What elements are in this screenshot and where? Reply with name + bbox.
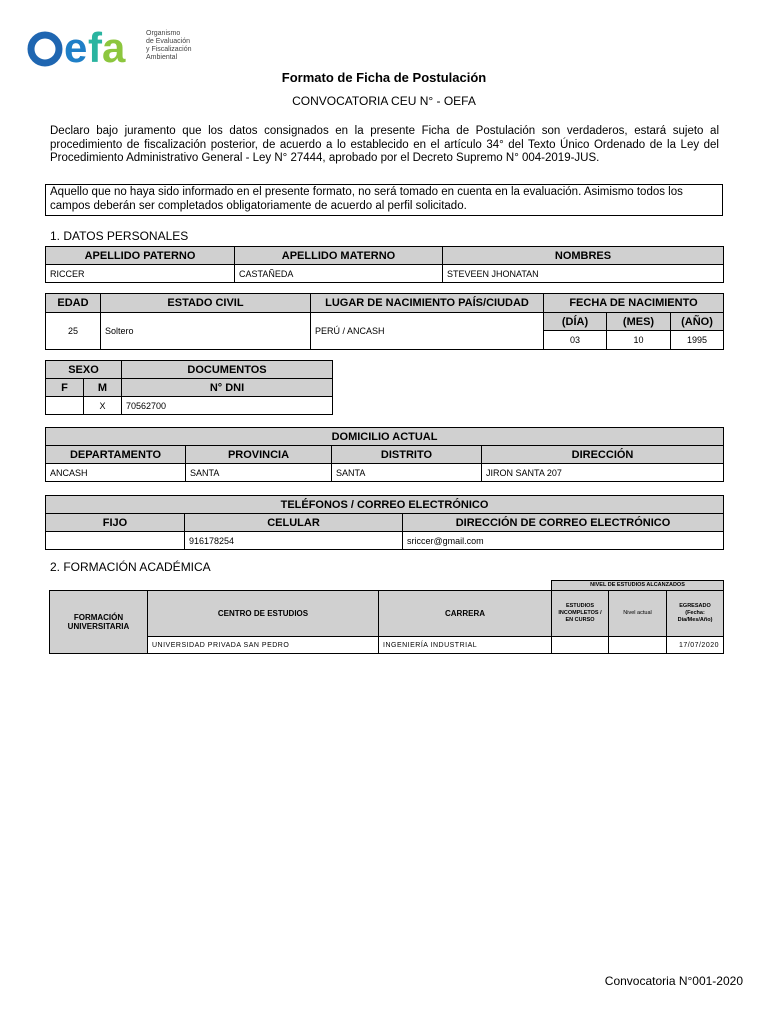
svg-text:a: a: [102, 28, 126, 68]
value-nombres: STEVEEN JHONATAN: [443, 265, 724, 283]
header-nivel-estudios: NIVEL DE ESTUDIOS ALCANZADOS: [552, 581, 724, 591]
value-egresado: 17/07/2020: [667, 637, 724, 654]
header-nivel-actual: Nivel actual: [609, 591, 667, 637]
value-dni: 70562700: [122, 397, 333, 415]
header-estado-civil: ESTADO CIVIL: [101, 294, 311, 313]
value-sexo-m: X: [84, 397, 122, 415]
value-nivel-actual: [609, 637, 667, 654]
header-edad: EDAD: [46, 294, 101, 313]
header-sexo-m: M: [84, 379, 122, 397]
value-provincia: SANTA: [186, 464, 332, 482]
oefa-logo: [26, 28, 196, 70]
value-edad: 25: [46, 313, 101, 350]
header-sexo: SEXO: [46, 361, 122, 379]
header-centro: CENTRO DE ESTUDIOS: [148, 591, 379, 637]
header-carrera: CARRERA: [379, 591, 552, 637]
header-mes: (MES): [607, 313, 671, 331]
value-apellido-paterno: RICCER: [46, 265, 235, 283]
header-egresado: EGRESADO (Fecha: Día/Mes/Año): [667, 591, 724, 637]
personal-table: [45, 293, 724, 350]
svg-text:e: e: [64, 28, 87, 68]
sexo-documentos-table: [45, 360, 333, 415]
header-fijo: FIJO: [46, 514, 185, 532]
header-provincia: PROVINCIA: [186, 446, 332, 464]
names-table: [45, 246, 724, 283]
header-fecha-nacimiento: FECHA DE NACIMIENTO: [544, 294, 724, 313]
section-academica-title: 2. FORMACIÓN ACADÉMICA: [50, 560, 211, 574]
footer-convocatoria: Convocatoria N°001-2020: [604, 974, 743, 988]
academica-spacer: [50, 581, 552, 591]
header-apellido-paterno: APELLIDO PATERNO: [46, 247, 235, 265]
header-email: DIRECCIÓN DE CORREO ELECTRÓNICO: [403, 514, 724, 532]
value-dia: 03: [544, 331, 607, 350]
header-incompletos: ESTUDIOS INCOMPLETOS / EN CURSO: [552, 591, 609, 637]
header-anio: (AÑO): [671, 313, 724, 331]
svg-text:f: f: [88, 28, 101, 68]
value-departamento: ANCASH: [46, 464, 186, 482]
header-formacion: FORMACIÓN UNIVERSITARIA: [50, 591, 148, 654]
value-celular: 916178254: [185, 532, 403, 550]
header-dni: N° DNI: [122, 379, 333, 397]
header-direccion: DIRECCIÓN: [482, 446, 724, 464]
header-departamento: DEPARTAMENTO: [46, 446, 186, 464]
header-dia: (DÍA): [544, 313, 607, 331]
header-apellido-materno: APELLIDO MATERNO: [235, 247, 443, 265]
value-estado-civil: Soltero: [101, 313, 311, 350]
value-lugar-nacimiento: PERÚ / ANCASH: [311, 313, 544, 350]
page-title: Formato de Ficha de Postulación: [281, 70, 487, 85]
value-incompletos: [552, 637, 609, 654]
value-email: sriccer@gmail.com: [403, 532, 724, 550]
value-mes: 10: [607, 331, 671, 350]
header-sexo-f: F: [46, 379, 84, 397]
oefa-logo-mark: [26, 28, 134, 68]
value-distrito: SANTA: [332, 464, 482, 482]
academica-table: [49, 580, 724, 654]
header-celular: CELULAR: [185, 514, 403, 532]
header-documentos: DOCUMENTOS: [122, 361, 333, 379]
header-nombres: NOMBRES: [443, 247, 724, 265]
section-personal-title: 1. DATOS PERSONALES: [50, 229, 189, 243]
page-subtitle: CONVOCATORIA CEU N° - OEFA: [292, 94, 476, 108]
value-centro: UNIVERSIDAD PRIVADA SAN PEDRO: [148, 637, 379, 654]
header-distrito: DISTRITO: [332, 446, 482, 464]
note-box: Aquello que no haya sido informado en el presente formato, no será tomado en cuenta en la evaluación. Asimismo todos los campos deberán ser completados obligatoriamente de acuerdo al perfil solicitado.: [45, 184, 723, 216]
value-fijo: [46, 532, 185, 550]
telefonos-table: [45, 495, 724, 550]
value-apellido-materno: CASTAÑEDA: [235, 265, 443, 283]
value-carrera: INGENIERÍA INDUSTRIAL: [379, 637, 552, 654]
domicilio-table: [45, 427, 724, 482]
logo-subtitle: Organismo de Evaluación y Fiscalización Ambiental: [146, 30, 192, 61]
value-direccion: JIRON SANTA 207: [482, 464, 724, 482]
header-domicilio: DOMICILIO ACTUAL: [46, 428, 724, 446]
header-lugar-nacimiento: LUGAR DE NACIMIENTO PAÍS/CIUDAD: [311, 294, 544, 313]
value-sexo-f: [46, 397, 84, 415]
header-telefonos: TELÉFONOS / CORREO ELECTRÓNICO: [46, 496, 724, 514]
declaration-text: Declaro bajo juramento que los datos consignados en la presente Ficha de Postulación son verdaderos, estará sujeto al procedimiento de fiscalización posterior, de acuerdo a lo establecido en el artículo 34° del Texto Único Ordenado de la Ley del Procedimiento Administrativo General - Ley N° 27444, aprobado por el Decreto Supremo N° 004-2019-JUS.: [50, 125, 719, 164]
value-anio: 1995: [671, 331, 724, 350]
